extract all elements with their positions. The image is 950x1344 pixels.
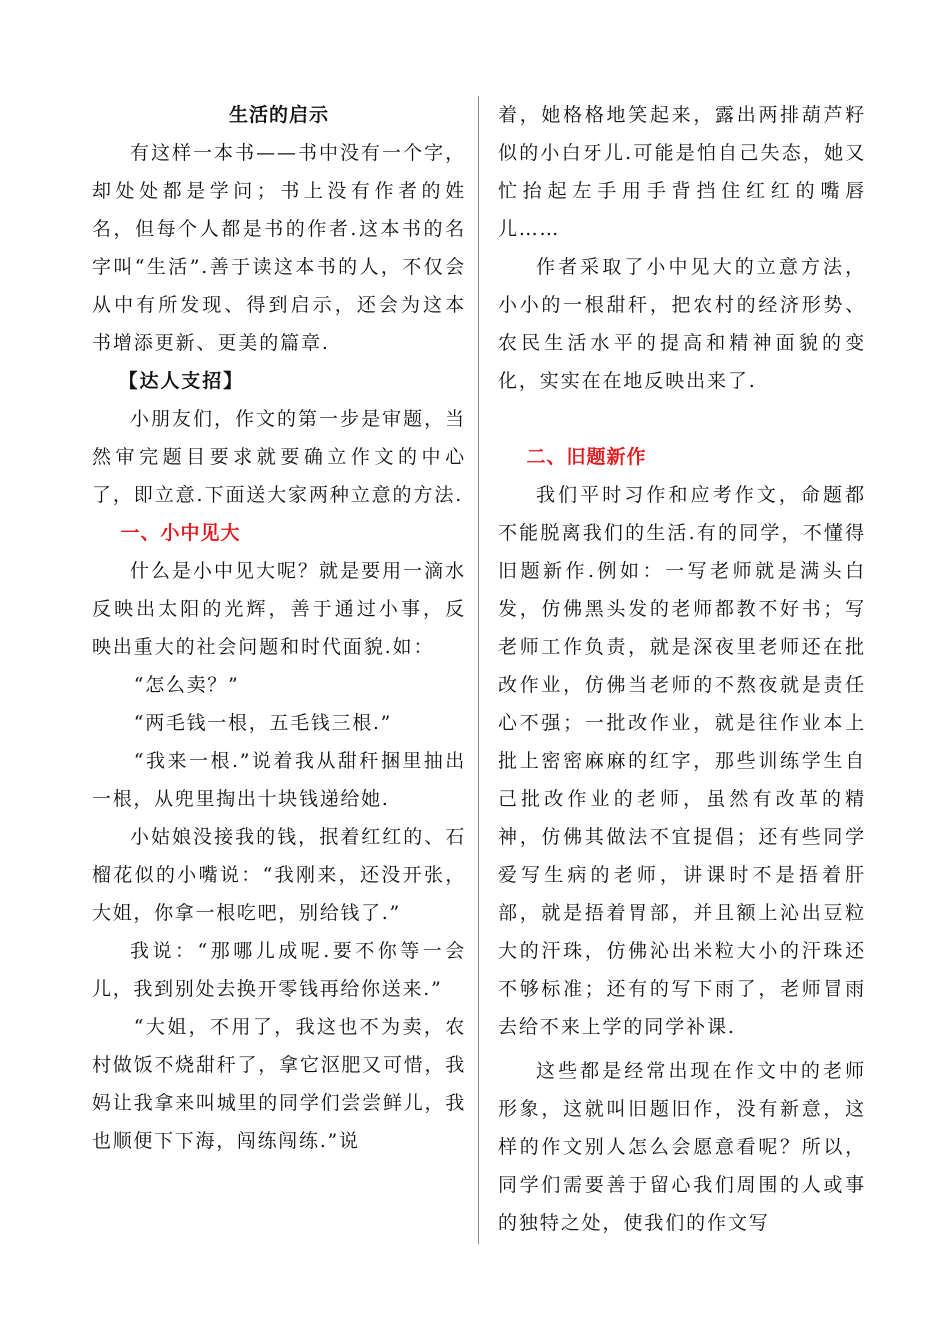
page-title: 生活的启示 bbox=[228, 104, 329, 126]
example-line: “怎么卖？” bbox=[133, 674, 240, 696]
left-column bbox=[92, 96, 466, 1160]
example-line: 我说：“那哪儿成呢.要不你等一会儿，我到别处去换开零钱再给你送来.” bbox=[92, 940, 466, 1000]
example-continuation: 着，她格格地笑起来，露出两排葫芦籽似的小白牙儿.可能是怕自己失态，她又忙抬起左手用手背挡住红红的嘴唇儿…… bbox=[498, 104, 866, 240]
tips-heading: 【达人支招】 bbox=[118, 370, 244, 392]
column-divider bbox=[478, 96, 479, 1244]
tips-paragraph: 小朋友们，作文的第一步是审题，当然审完题目要求就要确立作文的中心了，即立意.下面送大家两种立意的方法. bbox=[92, 408, 466, 506]
example-line: “两毛钱一根，五毛钱三根.” bbox=[133, 712, 393, 734]
section2-heading: 二、旧题新作 bbox=[526, 446, 647, 468]
section1-summary: 作者采取了小中见大的立意方法，小小的一根甜秆，把农村的经济形势、农民生活水平的提高和精神面貌的变化，实实在在地反映出来了. bbox=[498, 256, 866, 392]
intro-paragraph: 有这样一本书——书中没有一个字，却处处都是学问；书上没有作者的姓名，但每个人都是书的作者.这本书的名字叫“生活”.善于读这本书的人，不仅会从中有所发现、得到启示，还会为这本书增添更新、更美的篇章. bbox=[92, 142, 466, 354]
section2-paragraph: 我们平时习作和应考作文，命题都不能脱离我们的生活.有的同学，不懂得旧题新作.例如：一写老师就是满头白发，仿佛黑头发的老师都教不好书；写老师工作负责，就是深夜里老师还在批改作业，仿佛当老师的不熬夜就是责任心不强；一批改作业，就是往作业本上批上密密麻麻的红字，那些训练学生自己批改作业的老师，虽然有改革的精神，仿佛其做法不宜提倡；还有些同学爱写生病的老师，讲课时不是捂着肝部，就是捂着胃部，并且额上沁出豆粒大的汗珠，仿佛沁出米粒大小的汗珠还不够标准；还有的写下雨了，老师冒雨去给不来上学的同学补课. bbox=[498, 484, 866, 1038]
section1-heading: 一、小中见大 bbox=[120, 522, 241, 544]
example-line: “我来一根.”说着我从甜秆捆里抽出一根，从兜里掏出十块钱递给她. bbox=[92, 750, 466, 810]
example-line: 小姑娘没接我的钱，抿着红红的、石榴花似的小嘴说：“我刚来，还没开张，大姐，你拿一根吃吧，别给钱了.” bbox=[92, 826, 466, 924]
spacer bbox=[498, 400, 866, 438]
example-line: “大姐，不用了，我这也不为卖，农村做饭不烧甜秆了，拿它沤肥又可惜，我妈让我拿来叫城里的同学们尝尝鲜儿，我也顺便下下海，闯练闯练.”说 bbox=[92, 1016, 466, 1152]
right-column bbox=[498, 96, 866, 1242]
section2-paragraph-2: 这些都是经常出现在作文中的老师形象，这就叫旧题旧作，没有新意，这样的作文别人怎么会愿意看呢？所以，同学们需要善于留心我们周围的人或事的独特之处，使我们的作文写 bbox=[498, 1060, 866, 1234]
section1-paragraph: 什么是小中见大呢？就是要用一滴水反映出太阳的光辉，善于通过小事，反映出重大的社会问题和时代面貌.如： bbox=[92, 560, 466, 658]
